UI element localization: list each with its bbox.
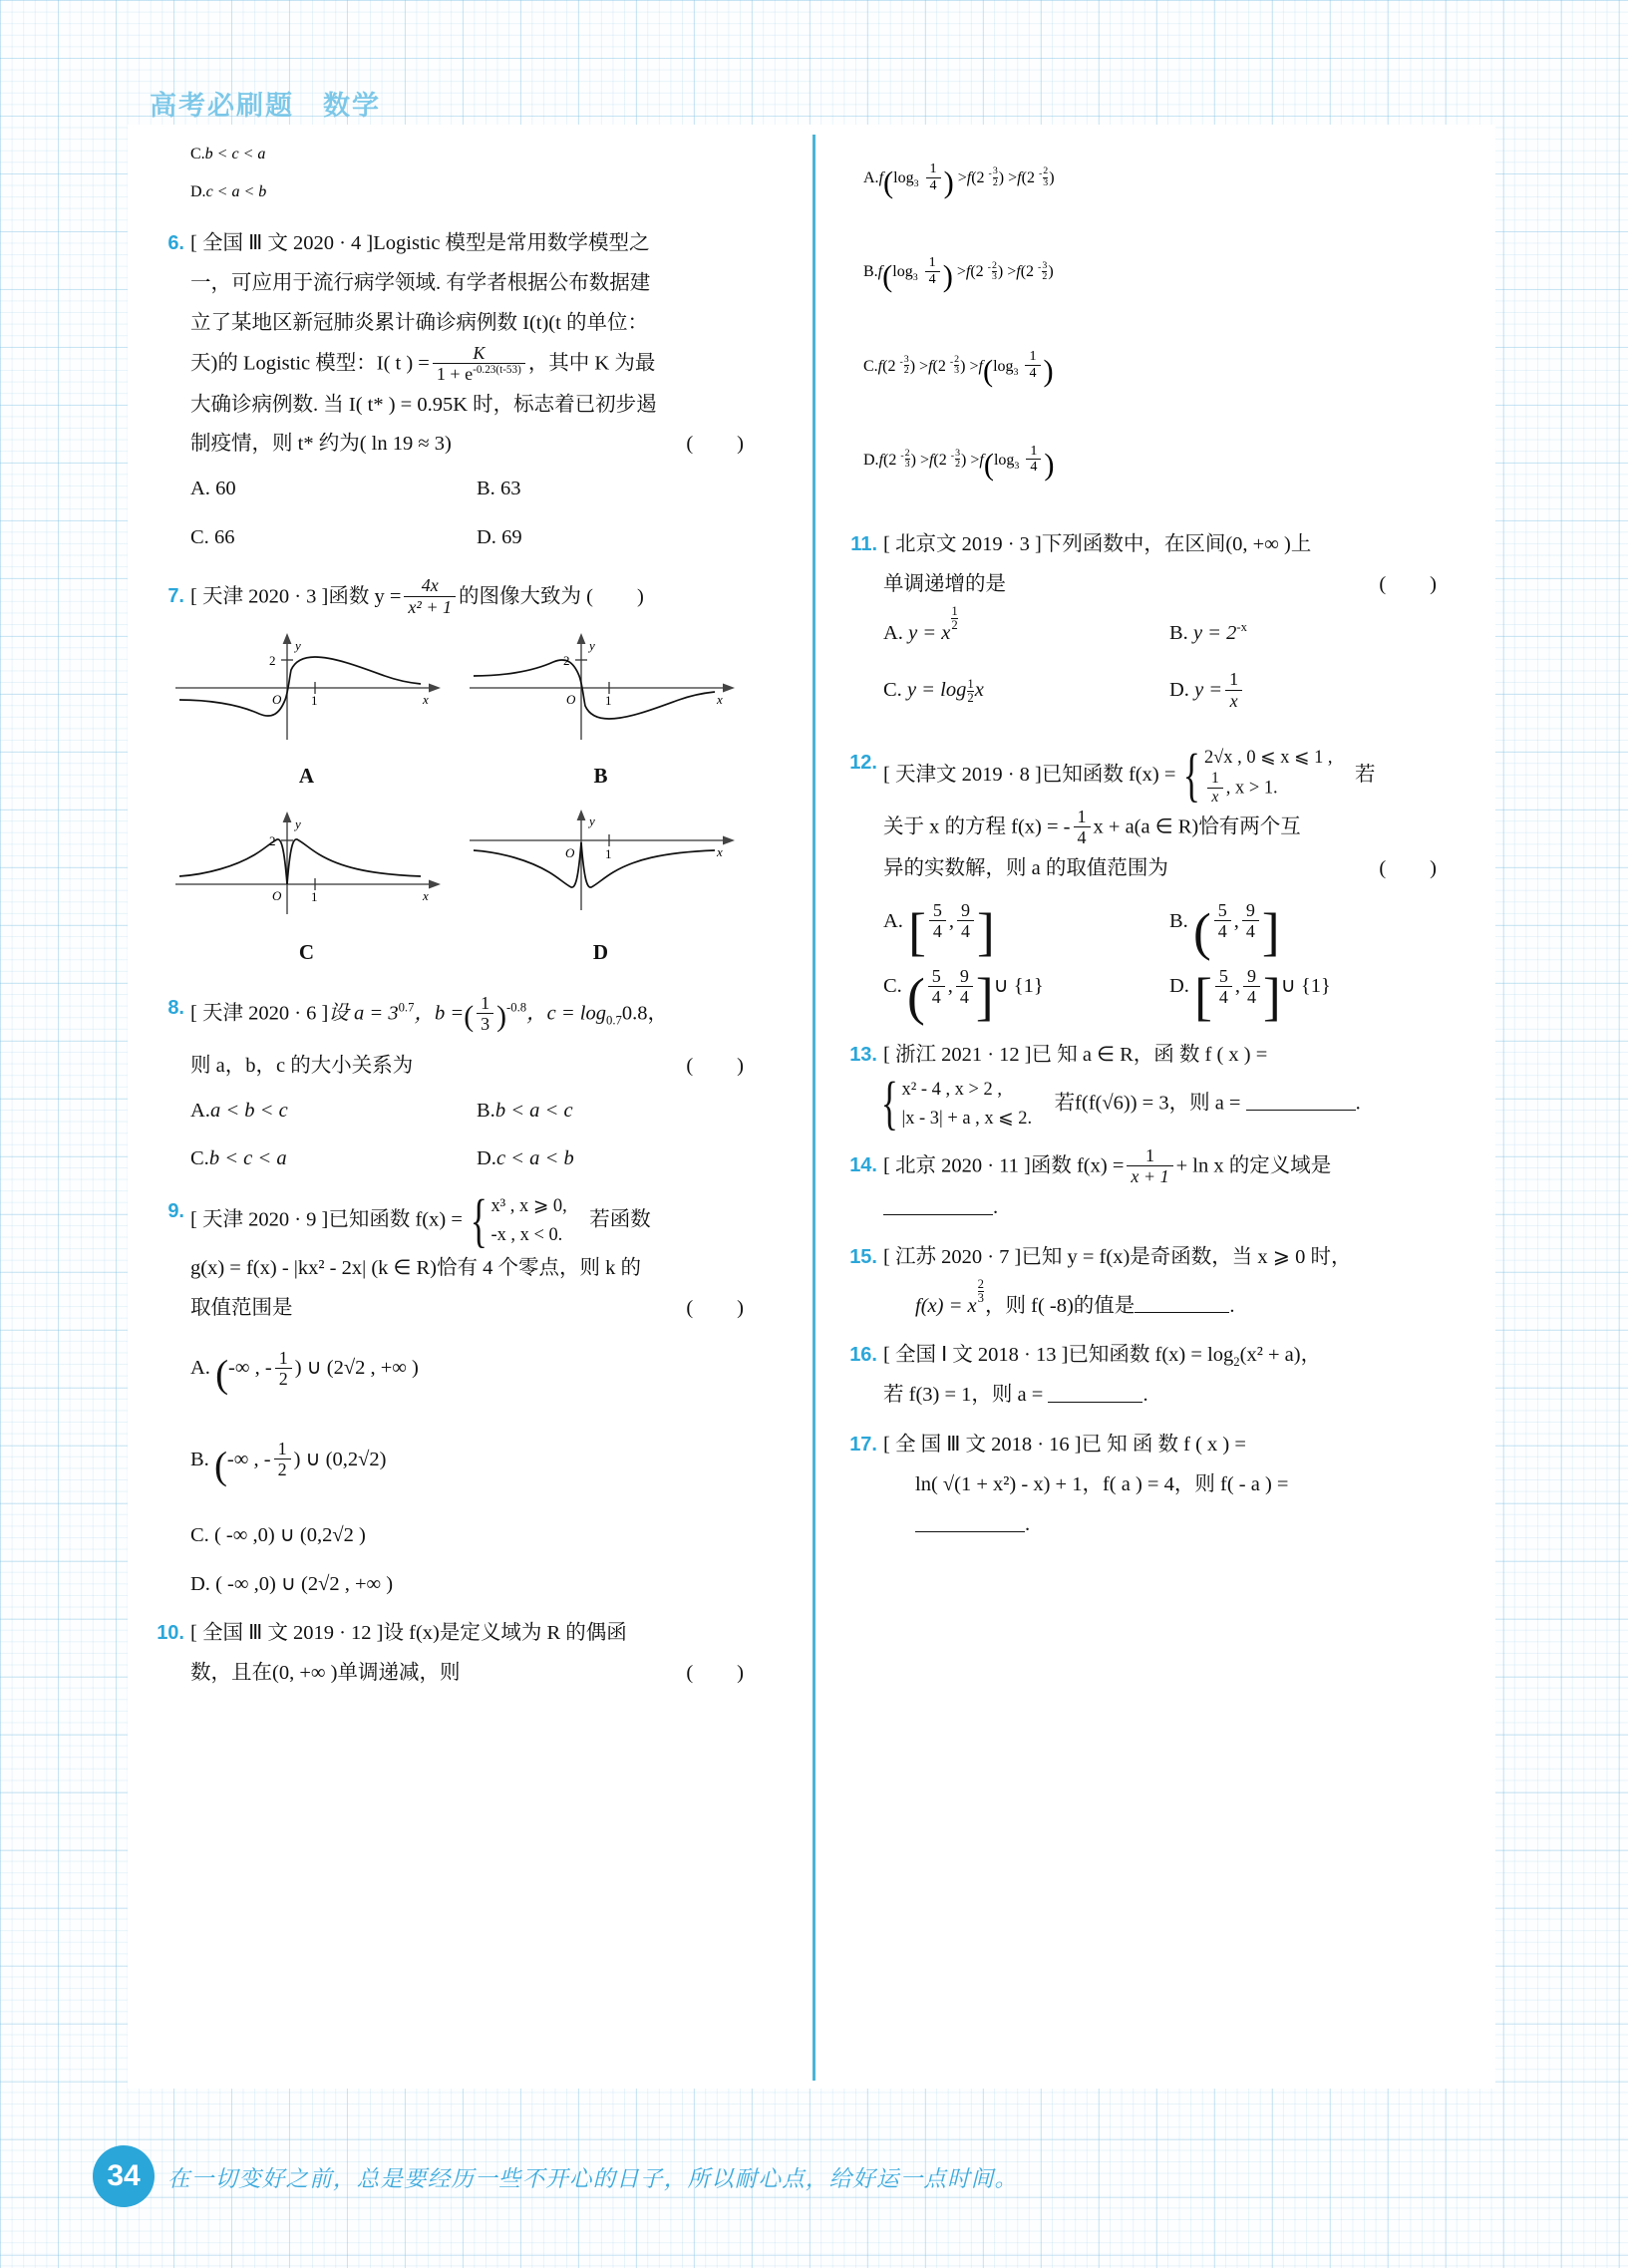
q14-source: [ 北京 2020 · 11 ] [883, 1154, 1031, 1177]
q12-line2-post: x + a(a ∈ R)恰有两个互 [1093, 815, 1301, 838]
q9-piecewise [465, 1186, 567, 1253]
q14-text-pre: 函数 f(x) = [1030, 1154, 1125, 1177]
bracket-close: ] [975, 967, 994, 1027]
question-9 [145, 1186, 763, 1608]
period: . [1229, 1294, 1235, 1317]
q9-c-text: ( -∞ ,0) ∪ (0,2√2 ) [213, 1524, 366, 1547]
column-divider [813, 135, 815, 2081]
q7-answer-paren: ( ) [586, 585, 645, 608]
question-number: 8. [167, 997, 184, 1020]
carryover-option-d [145, 173, 763, 211]
bracket-open: [ [908, 902, 926, 962]
answer-blank[interactable] [915, 1531, 1025, 1532]
svg-text:1: 1 [310, 693, 317, 709]
q9-cases [490, 1191, 566, 1248]
q10-source: [ 全国 Ⅲ 文 2019 · 12 ] [190, 1621, 384, 1644]
q12-text-post: 若 [1355, 763, 1376, 786]
q6-option-a: A. 60 [190, 478, 236, 500]
bracket-open: [ [1194, 967, 1212, 1027]
q7-source: [ 天津 2020 · 3 ] [190, 585, 329, 608]
log-argument-fraction: $\frac{1}{4}$ [1026, 444, 1041, 477]
question-number: 7. [167, 584, 184, 607]
graph-c-label: C [298, 940, 315, 965]
q8-text-pre: 设 a = 3 [328, 1002, 399, 1025]
relation-1: > [919, 357, 929, 375]
q7-text-pre: 函数 y = [328, 585, 402, 608]
q12-option-d: D. [ $\frac{5}{4}$ , $\frac{9}{4}$ ]∪ {1} [1169, 965, 1331, 1027]
q8-log-arg: 0.8， [621, 1002, 669, 1025]
q7-text-post: 的图像大致为 [459, 585, 582, 608]
q10-line1: 设 f(x)是定义域为 R 的偶函 [383, 1621, 627, 1644]
q8-answer-paren: ( ) [686, 1054, 745, 1077]
q12-line2: 关于 x 的方程 f(x) = - [883, 815, 1071, 838]
q8-left-paren: ( [464, 1001, 475, 1034]
q12-answer-paren: ( ) [1379, 856, 1438, 879]
right-column [837, 136, 1456, 1551]
q7-frac-num: 4x [421, 575, 439, 596]
q10-option-b: $B.f(\log_3$ $\frac{1}{4}$ ) >f(2 - $\frac{2}{3}$ ) >f(2 - $\frac{3}{2}$ ) [863, 254, 1054, 294]
graph-b-svg [462, 630, 741, 745]
book-title: 高考必刷题 数学 [150, 91, 381, 121]
q6-option-c: C. 66 [190, 525, 235, 548]
svg-text:2: 2 [268, 653, 275, 669]
q9-text-pre: 已知函数 f(x) = [328, 1208, 463, 1231]
svg-text:2: 2 [562, 653, 569, 669]
q8-base-fraction: $\frac{1}{3}$ [477, 993, 493, 1034]
interval-upper: $\frac{9}{4}$ [1243, 966, 1260, 1007]
option-label: C. [190, 146, 205, 162]
q6-formula-exponent: -0.23(t-53) [473, 363, 521, 376]
q9-case-2: -x , x < 0. [490, 1223, 563, 1244]
question-9-body [145, 1186, 763, 1329]
q12-options-row-1 [837, 889, 1456, 962]
graph-d-svg [462, 807, 741, 921]
q8-line2: 则 a，b，c 的大小关系为 [190, 1054, 414, 1077]
q10-option-a: $A.f(\log_3$ $\frac{1}{4}$ ) >f(2 - $\frac{3}{2}$ ) >f(2 - $\frac{2}{3}$ ) [863, 160, 1055, 199]
q13-line1: 已 知 a ∈ R，函 数 f ( x ) = [1031, 1044, 1268, 1066]
svg-text:x: x [716, 844, 723, 860]
q9-a-open: ( [215, 1353, 229, 1397]
interval-lower: $\frac{5}{4}$ [928, 966, 945, 1007]
question-16 [837, 1336, 1456, 1416]
exp-fraction-2: $\frac{2}{3}$ [1043, 165, 1049, 188]
q7-fraction [404, 575, 456, 616]
q12-piecewise [1177, 743, 1332, 808]
q6-option-b: B. 63 [477, 478, 521, 500]
q8-source: [ 天津 2020 · 6 ] [190, 1002, 329, 1025]
graph-b-label: B [593, 764, 608, 789]
svg-text:x: x [422, 888, 429, 904]
piecewise-brace: { [470, 1186, 488, 1253]
q7-graph-a [164, 630, 449, 807]
question-number: 6. [167, 232, 184, 255]
question-11-body [837, 525, 1456, 605]
question-17 [837, 1426, 1456, 1545]
log-base: 3 [913, 178, 919, 190]
q12-option-c: C. ( $\frac{5}{4}$ , $\frac{9}{4}$ ]∪ {1} [883, 965, 1044, 1027]
q8-text-mid2: ，c = log [526, 1002, 607, 1025]
piecewise-brace: { [1183, 741, 1201, 808]
paren-open: ( [883, 165, 894, 199]
q6-line4-pre: 天)的 Logistic 模型：I( t ) = [190, 352, 430, 375]
exp-fraction-1: $\frac{2}{3}$ [904, 448, 910, 471]
question-10 [145, 1614, 763, 1694]
q7-graph-d [459, 807, 743, 983]
svg-text:O: O [271, 888, 281, 904]
answer-blank[interactable] [1048, 1402, 1142, 1403]
question-6-body [145, 224, 763, 465]
q12-options-row-2 [837, 954, 1456, 1027]
interval-upper: $\frac{9}{4}$ [957, 900, 974, 941]
svg-text:y: y [294, 816, 301, 832]
carryover-option-c [145, 136, 763, 173]
q8-text-mid1: ，b = [414, 1002, 465, 1025]
q9-a-rest: ) ∪ (2√2 , +∞ ) [294, 1357, 419, 1380]
q6-line4-post: ，其中 K 为最 [527, 352, 656, 375]
exp-fraction-1: $\frac{3}{2}$ [903, 353, 909, 377]
q15-line2-post: ，则 f( -8)的值是 [985, 1294, 1136, 1317]
graph-c-svg [167, 807, 447, 921]
q9-a-fraction: $\frac{1}{2}$ [275, 1348, 292, 1389]
q15-exponent: $\frac{2}{3}$ [977, 1276, 984, 1305]
interval-upper: $\frac{9}{4}$ [956, 966, 973, 1007]
question-number: 12. [849, 751, 877, 774]
period: . [993, 1195, 999, 1218]
q11-line1: 下列函数中，在区间(0, +∞ )上 [1041, 533, 1312, 555]
q12-case2-fraction: $\frac{1}{x}$ [1207, 770, 1223, 806]
graph-a-label: A [298, 764, 315, 789]
option-label: D. [190, 182, 206, 200]
q8-options-row-1 [145, 1087, 763, 1134]
paren-open: ( [982, 353, 994, 388]
svg-text:y: y [588, 813, 595, 829]
question-15-body [837, 1238, 1456, 1327]
paren-close: ) [942, 259, 953, 294]
log-argument-fraction: $\frac{1}{4}$ [1025, 349, 1040, 382]
q13-piecewise [875, 1070, 1033, 1136]
paren-close: ) [1044, 447, 1055, 482]
q7-graph-grid [164, 630, 743, 983]
question-13-body [837, 1036, 1456, 1136]
q17-line1: 已 知 函 数 f ( x ) = [1081, 1434, 1246, 1457]
q14-fraction: $\frac{1}{x + 1}$ [1127, 1145, 1172, 1186]
q10-option-d: D.f(2 - $\frac{2}{3}$ ) >f(2 - $\frac{3}{2}$ ) $>f(\log_3$ $\frac{1}{4}$ ) [863, 442, 1055, 482]
q14-text-post: + ln x 的定义域是 [1175, 1154, 1332, 1177]
question-14-body [837, 1146, 1456, 1227]
graph-d-label: D [592, 940, 609, 965]
paren-close: ) [1043, 353, 1054, 388]
bracket-close: ] [1261, 902, 1280, 962]
q9-option-c: C. ( -∞ ,0) ∪ (0,2√2 ) [190, 1524, 366, 1547]
q7-frac-den: x² + 1 [408, 596, 453, 617]
question-17-body [837, 1426, 1456, 1545]
q16-source: [ 全国 Ⅰ 文 2018 · 13 ] [883, 1344, 1069, 1367]
q9-d-text: ( -∞ ,0) ∪ (2√2 , +∞ ) [215, 1572, 394, 1595]
q16-line1-post: (x² + a)， [1239, 1344, 1322, 1367]
q6-line1: Logistic 模型是常用数学模型之 [373, 232, 650, 255]
q12-text-pre: 已知函数 f(x) = [1041, 763, 1176, 786]
graph-a-svg [167, 630, 447, 745]
question-number: 13. [849, 1044, 877, 1066]
exp-fraction-1: $\frac{2}{3}$ [991, 259, 997, 282]
question-number: 9. [167, 1200, 184, 1223]
q11-options-row-2 [837, 662, 1456, 719]
log-base: 3 [1013, 366, 1019, 378]
q10-line2: 数，且在(0, +∞ )单调递减，则 [190, 1661, 461, 1684]
q12-source: [ 天津文 2019 · 8 ] [883, 763, 1042, 786]
q9-answer-paren: ( ) [686, 1297, 745, 1320]
q8-a-exponent: 0.7 [398, 1000, 415, 1015]
question-8-body [145, 989, 763, 1087]
svg-text:y: y [294, 638, 301, 654]
interval-upper: $\frac{9}{4}$ [1242, 900, 1259, 941]
q8-log-base: 0.7 [606, 1013, 622, 1028]
q8-option-c: C.b < c < a [190, 1147, 287, 1170]
paren-open: ( [983, 447, 994, 482]
question-11 [837, 525, 1456, 720]
relation-1: > [957, 168, 967, 186]
question-number: 11. [850, 533, 877, 555]
svg-text:O: O [271, 692, 281, 708]
relation-2: > [1008, 168, 1018, 186]
answer-blank[interactable] [883, 1214, 993, 1215]
q8-option-a: A.a < b < c [190, 1099, 288, 1122]
q12-coefficient-fraction: $\frac{1}{4}$ [1074, 807, 1091, 847]
q6-formula-numerator: K [473, 342, 486, 363]
answer-blank[interactable] [1135, 1312, 1229, 1313]
q11-option-a: A. y = x $\frac{1}{2}$ [883, 604, 958, 644]
q6-line2: 一，可应用于流行病学领域. 有学者根据公布数据建 [190, 272, 651, 295]
q8-options-row-2 [145, 1134, 763, 1182]
q9-text-post: 若函数 [589, 1208, 651, 1231]
page-header [150, 84, 1485, 130]
svg-text:O: O [565, 692, 575, 708]
exp-fraction-2: $\frac{3}{2}$ [955, 448, 961, 471]
period: . [1142, 1384, 1148, 1407]
q13-cases [902, 1075, 1033, 1132]
question-number: 10. [157, 1621, 184, 1644]
q9-option-a: A. (-∞ , - $\frac{1}{2}$ ) ∪ (2√2 , +∞ ) [190, 1347, 419, 1397]
question-number: 15. [849, 1245, 877, 1268]
q9-option-b: B. (-∞ , - $\frac{1}{2}$ ) ∪ (0,2√2) [190, 1439, 387, 1487]
q11-option-c: C. y = log $\frac{1}{2}$ x [883, 676, 984, 706]
q8-b-exponent: -0.8 [506, 1000, 527, 1015]
q6-options-row-1 [145, 465, 763, 512]
q9-line2: g(x) = f(x) - |kx² - 2x| (k ∈ R)恰有 4 个零点，则 k 的 [190, 1257, 642, 1280]
question-number: 14. [849, 1154, 877, 1177]
q12-option-b: B. ( $\frac{5}{4}$ , $\frac{9}{4}$ ] [1169, 899, 1280, 962]
q13-source: [ 浙江 2021 · 12 ] [883, 1044, 1032, 1066]
question-13 [837, 1036, 1456, 1136]
question-16-body [837, 1336, 1456, 1416]
q6-options-row-2 [145, 513, 763, 561]
relation-2: > [1007, 263, 1017, 281]
interval-lower: $\frac{5}{4}$ [929, 900, 946, 941]
svg-text:x: x [422, 692, 429, 708]
question-10-body [145, 1614, 763, 1694]
log-base: 3 [1014, 460, 1020, 472]
log-argument-fraction: $\frac{1}{4}$ [925, 255, 940, 288]
q6-line5: 大确诊病例数. 当 I( t* ) = 0.95K 时，标志着已初步遏 [190, 393, 657, 416]
q11-option-d: D. y = $\frac{1}{x}$ [1169, 662, 1456, 719]
q8-option-b: B.b < a < c [477, 1099, 573, 1122]
q6-answer-paren: ( ) [686, 433, 745, 456]
q6-logistic-fraction [433, 343, 525, 384]
q12-option-a: A. [ $\frac{5}{4}$ , $\frac{9}{4}$ ] [883, 899, 995, 962]
log-base: 3 [912, 272, 918, 284]
union-tail: ∪ {1} [993, 975, 1044, 998]
q12-case-1: 2√x , 0 ⩽ x ⩽ 1 , [1203, 746, 1333, 767]
q11-d-fraction: $\frac{1}{x}$ [1225, 669, 1242, 710]
q11-option-b: B. $y = 2^{-x}$ [1169, 620, 1247, 644]
q7-graph-c [164, 807, 449, 983]
q8-option-d: D.c < a < b [477, 1147, 574, 1170]
period: . [1025, 1513, 1031, 1536]
q9-case-1: x³ , x ⩾ 0, [490, 1195, 567, 1216]
log-argument-fraction: $\frac{1}{4}$ [926, 162, 941, 194]
q17-source: [ 全 国 Ⅲ 文 2018 · 16 ] [883, 1434, 1082, 1457]
q7-graph-b [459, 630, 743, 807]
q6-line3: 立了某地区新冠肺炎累计确诊病例数 I(t)(t 的单位： [190, 312, 648, 335]
q12-cases [1204, 743, 1333, 808]
q9-option-d: D. ( -∞ ,0) ∪ (2√2 , +∞ ) [190, 1572, 394, 1595]
q11-source: [ 北京文 2019 · 3 ] [883, 533, 1042, 555]
question-14 [837, 1146, 1456, 1227]
q12-line3: 异的实数解，则 a 的取值范围为 [883, 856, 1168, 879]
q6-source: [ 全国 Ⅲ 文 2020 · 4 ] [190, 232, 374, 255]
q15-line2-pre: f(x) = x [915, 1294, 977, 1317]
q17-line2: ln( √(1 + x²) - x) + 1，f( a ) = 4，则 f( - a ) = [915, 1473, 1289, 1496]
q16-line1-pre: 已知函数 f(x) = log [1068, 1344, 1234, 1367]
q11-options-row-1 [837, 605, 1456, 662]
q6-option-d: D. 69 [477, 525, 522, 548]
left-column [145, 136, 763, 1700]
q16-log-base: 2 [1233, 1355, 1240, 1370]
exp-fraction-2: $\frac{3}{2}$ [1042, 259, 1048, 282]
svg-text:1: 1 [604, 846, 611, 862]
answer-blank[interactable] [1246, 1110, 1356, 1111]
period: . [1355, 1092, 1361, 1115]
q9-b-rest: ) ∪ (0,2√2) [293, 1449, 387, 1471]
bracket-close: ] [976, 902, 995, 962]
option-text: b < c < a [204, 146, 266, 162]
paren-open: ( [882, 259, 893, 294]
q8-right-paren: ) [496, 1001, 507, 1034]
paren-close: ) [943, 165, 954, 199]
q11-a-exponent: $\frac{1}{2}$ [951, 604, 958, 633]
q11-answer-paren: ( ) [1379, 572, 1438, 595]
piecewise-brace: { [880, 1070, 898, 1136]
q9-source: [ 天津 2020 · 9 ] [190, 1208, 329, 1231]
relation-2: > [969, 357, 979, 375]
question-number: 17. [849, 1434, 877, 1457]
relation-2: > [970, 451, 980, 469]
q11-line2: 单调递增的是 [883, 572, 1006, 595]
q13-case-1: x² - 4 , x > 2 , [901, 1078, 1002, 1099]
bracket-open: ( [906, 967, 925, 1027]
q13-tail: 若f(f(√6)) = 3，则 a = [1054, 1092, 1246, 1115]
q15-line1: 已知 y = f(x)是奇函数，当 x ⩾ 0 时， [1021, 1245, 1352, 1268]
q11-c-log-base: $\frac{1}{2}$ [967, 676, 974, 706]
bracket-close: ] [1262, 967, 1281, 1027]
q12-case-2-condition: , x > 1. [1225, 777, 1278, 798]
page-number-badge: 34 [93, 2145, 155, 2207]
bracket-open: ( [1192, 902, 1211, 962]
question-7-body [145, 577, 763, 618]
exp-fraction-1: $\frac{3}{2}$ [992, 165, 998, 188]
q10-option-c: C.f(2 - $\frac{3}{2}$ ) >f(2 - $\frac{2}{3}$ ) $>f(\log_3$ $\frac{1}{4}$ ) [863, 348, 1054, 388]
q15-source: [ 江苏 2020 · 7 ] [883, 1245, 1022, 1268]
q11-b-exponent: -x [1236, 620, 1247, 635]
q9-b-fraction: $\frac{1}{2}$ [274, 1439, 291, 1479]
q6-line6: 制疫情，则 t* 约为( ln 19 ≈ 3) [190, 433, 452, 456]
q13-case-2: |x - 3| + a , x ⩽ 2. [901, 1107, 1033, 1128]
question-6 [145, 224, 763, 561]
interval-lower: $\frac{5}{4}$ [1215, 966, 1232, 1007]
svg-text:x: x [716, 692, 723, 708]
question-15 [837, 1238, 1456, 1327]
svg-text:2: 2 [268, 833, 275, 849]
svg-text:y: y [588, 638, 595, 654]
q9-line3: 取值范围是 [190, 1297, 293, 1320]
option-text: c < a < b [205, 182, 267, 200]
question-12 [837, 741, 1456, 1027]
footer-motto: 在一切变好之前，总是要经历一些不开心的日子，所以耐心点，给好运一点时间。 [167, 2166, 1019, 2191]
exp-fraction-2: $\frac{2}{3}$ [954, 353, 960, 377]
svg-text:1: 1 [604, 693, 611, 709]
question-number: 16. [849, 1344, 877, 1367]
interval-lower: $\frac{5}{4}$ [1214, 900, 1231, 941]
question-7 [145, 577, 763, 983]
relation-1: > [956, 263, 966, 281]
svg-text:O: O [564, 845, 574, 861]
q16-line2: 若 f(3) = 1，则 a = [883, 1384, 1049, 1407]
svg-text:1: 1 [310, 889, 317, 905]
question-8 [145, 989, 763, 1182]
union-tail: ∪ {1} [1280, 975, 1331, 998]
q6-formula-denominator: 1 + e [436, 363, 474, 384]
question-12-body [837, 741, 1456, 889]
q10-answer-paren: ( ) [686, 1661, 745, 1684]
q9-b-open: ( [213, 1444, 227, 1487]
relation-1: > [919, 451, 929, 469]
